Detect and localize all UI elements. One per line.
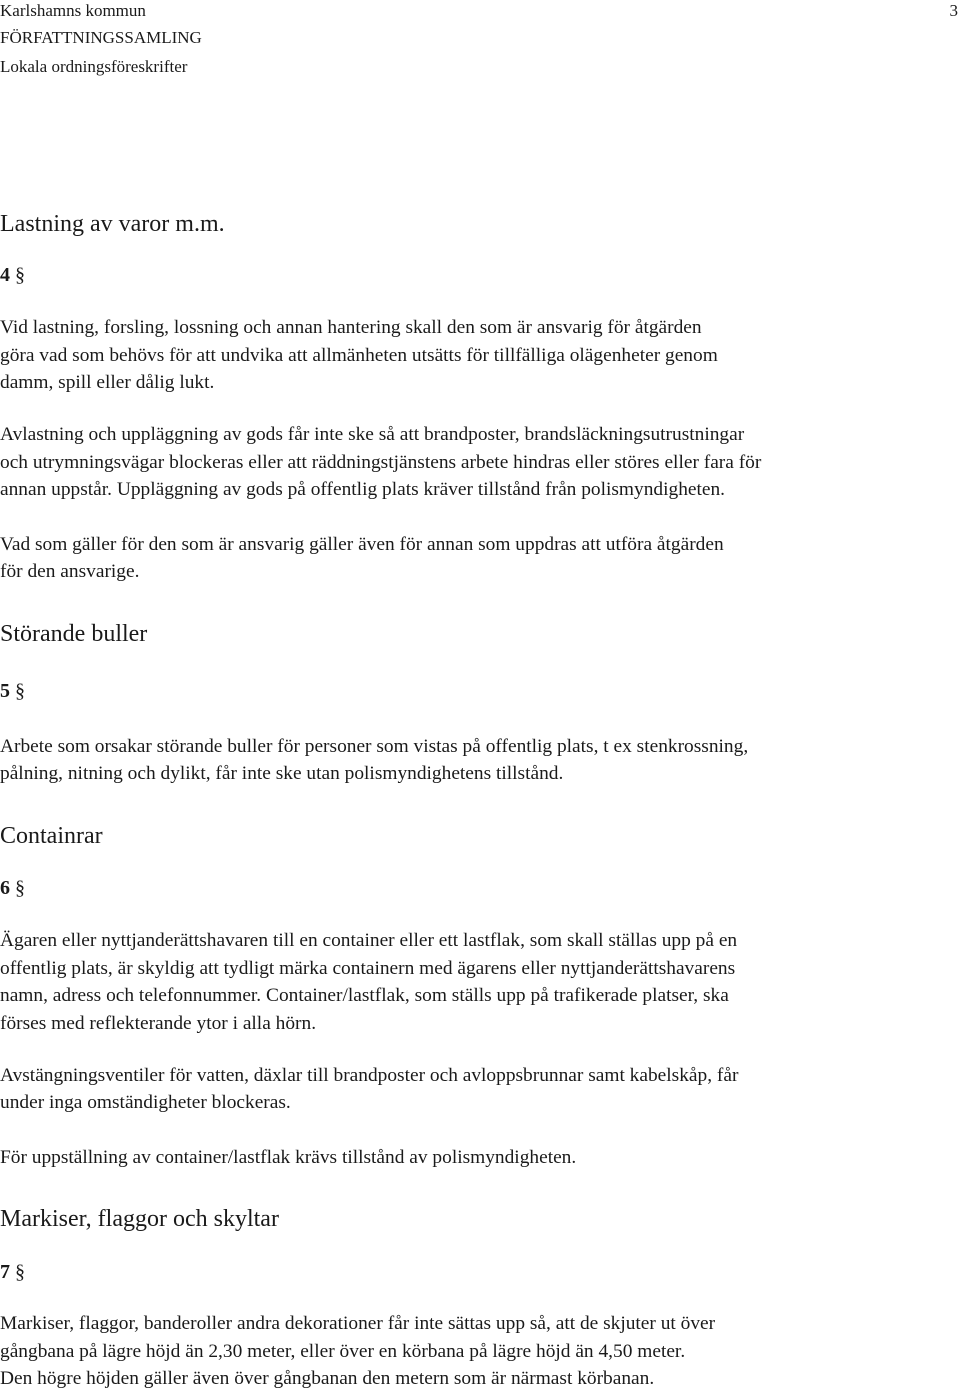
paragraph-line: och utrymningsvägar blockeras eller att räddningstjänstens arbete hindras eller störes eller fara för [0,452,762,473]
section-number: 6 [0,877,10,899]
paragraph-line: damm, spill eller dålig lukt. [0,372,215,393]
paragraph-line: Vad som gäller för den som är ansvarig gäller även för annan som uppdras att utföra åtgärden [0,534,724,555]
collection-title: FÖRFATTNINGSSAMLING [0,28,202,47]
section-heading-lastning: Lastning av varor m.m. [0,211,225,237]
section-number-4 [0,265,25,285]
section-heading-markiser: Markiser, flaggor och skyltar [0,1206,279,1232]
section-number-5 [0,681,25,701]
section-number: 7 [0,1261,10,1283]
paragraph-line: Avlastning och uppläggning av gods får inte ske så att brandposter, brandsläckningsutrustningar [0,424,745,445]
paragraph-line: under inga omständigheter blockeras. [0,1092,291,1113]
section-number: 4 [0,264,10,286]
page-number: 3 [949,1,958,20]
section-heading-containrar: Containrar [0,823,103,849]
paragraph-line: offentlig plats, är skyldig att tydligt märka containern med ägarens eller nyttjanderättshavarens [0,958,736,979]
section-sign: § [15,1261,25,1283]
paragraph-line: göra vad som behövs för att undvika att allmänheten utsätts för tillfälliga olägenheter genom [0,345,718,366]
section-heading-buller: Störande buller [0,621,148,647]
paragraph-line: förses med reflekterande ytor i alla hörn. [0,1013,317,1034]
paragraph-line: Markiser, flaggor, banderoller andra dekorationer får inte sättas upp så, att de skjuter ut över [0,1313,716,1334]
paragraph-line: pålning, nitning och dylikt, får inte ske utan polismyndighetens tillstånd. [0,763,564,784]
paragraph-line: annan uppstår. Uppläggning av gods på offentlig plats kräver tillstånd från polismyndigheten. [0,479,726,500]
paragraph-line: för den ansvarige. [0,561,140,582]
municipality-name: Karlshamns kommun [0,1,146,20]
paragraph-line: gångbana på lägre höjd än 2,30 meter, eller över en körbana på lägre höjd än 4,50 meter. [0,1341,686,1362]
document-subtitle: Lokala ordningsföreskrifter [0,57,188,76]
section-number-7 [0,1262,25,1282]
section-number-6 [0,878,25,898]
section-sign: § [15,264,25,286]
section-number: 5 [0,680,10,702]
paragraph-line: Avstängningsventiler för vatten, däxlar till brandposter och avloppsbrunnar samt kabelskåp, får [0,1065,739,1086]
paragraph-line: Vid lastning, forsling, lossning och annan hantering skall den som är ansvarig för åtgärden [0,317,702,338]
paragraph-line: För uppställning av container/lastflak krävs tillstånd av polismyndigheten. [0,1147,577,1168]
section-sign: § [15,877,25,899]
paragraph-line: Arbete som orsakar störande buller för personer som vistas på offentlig plats, t ex stenkrossning, [0,736,749,757]
section-sign: § [15,680,25,702]
paragraph-line: namn, adress och telefonnummer. Container/lastflak, som ställs upp på trafikerade platser, ska [0,985,729,1006]
paragraph-line: Ägaren eller nyttjanderättshavaren till en container eller ett lastflak, som skall ställas upp på en [0,930,738,951]
paragraph-line: Den högre höjden gäller även över gångbanan den metern som är närmast körbanan. [0,1368,655,1389]
